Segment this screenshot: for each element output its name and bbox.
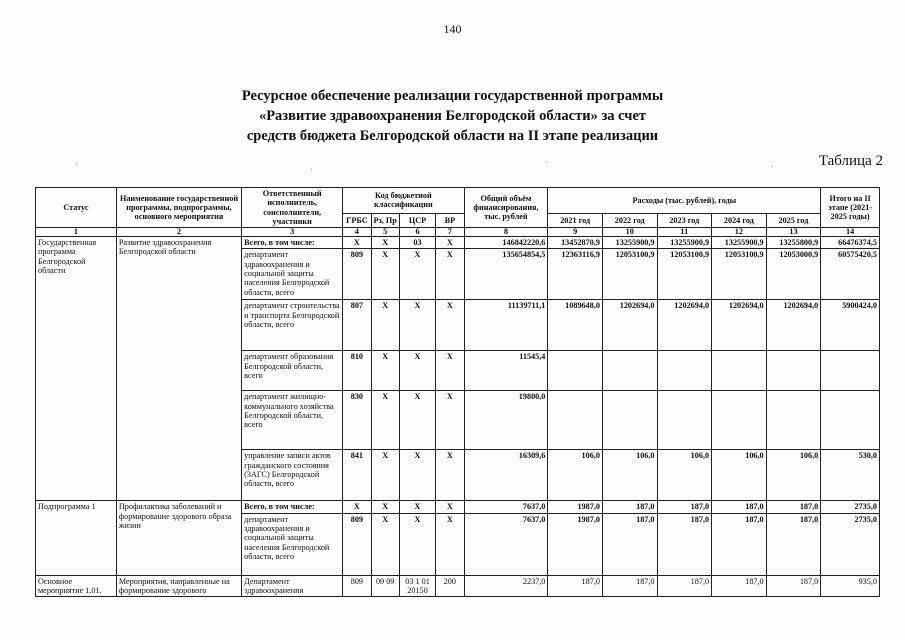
year-2023-cell: 106,0 [657, 450, 712, 501]
scan-speck: · [545, 158, 549, 169]
rzpr-cell: Х [371, 501, 399, 513]
csr-cell: Х [399, 300, 435, 351]
column-number: 3 [242, 228, 343, 237]
header-name: Наименование государственной программы, подпрограммы, основного мероприятия [116, 188, 241, 228]
total-cell: 11139711,1 [464, 300, 548, 351]
vr-cell: Х [436, 237, 464, 249]
rzpr-cell: Х [371, 513, 399, 575]
vr-cell: Х [436, 391, 464, 450]
year-2021-cell: 13452870,9 [548, 237, 603, 249]
header-stage-total: Итого на II этапе (2021-2025 годы) [821, 188, 880, 228]
year-2021-cell: 1089648,0 [548, 300, 603, 351]
year-2022-cell: 12053100,9 [602, 249, 657, 300]
resource-table [35, 187, 880, 597]
column-number: 7 [436, 228, 464, 237]
header-total: Общий объём финансирования, тыс. рублей [464, 188, 548, 228]
year-2024-cell: 13255900,9 [712, 237, 767, 249]
year-2024-cell: 187,0 [712, 513, 767, 575]
header-status: Статус [36, 188, 117, 228]
grbs-cell: 809 [343, 513, 371, 575]
header-rzpr: Рз, Пр [371, 213, 399, 228]
header-year: 2025 год [766, 213, 821, 228]
total-cell: 16309,6 [464, 450, 548, 501]
executor-cell: департамент здравоохранения и социальной защиты населения Белгородской области, всего [242, 513, 343, 575]
year-2021-cell: 106,0 [548, 450, 603, 501]
document-title [150, 86, 755, 146]
header-row [36, 188, 880, 214]
year-2022-cell: 187,0 [602, 575, 657, 597]
year-2024-cell: 12053100,9 [712, 249, 767, 300]
year-2022-cell [602, 391, 657, 450]
status-cell: Подпрограмма 1 [36, 501, 117, 575]
header-executor: Ответственный исполнитель, соисполнители, участники [242, 188, 343, 228]
year-2024-cell: 187,0 [712, 575, 767, 597]
year-2024-cell [712, 391, 767, 450]
grbs-cell: Х [343, 237, 371, 249]
year-2021-cell: 187,0 [548, 575, 603, 597]
year-2024-cell: 106,0 [712, 450, 767, 501]
year-2022-cell: 106,0 [602, 450, 657, 501]
total-cell: 146842220,6 [464, 237, 548, 249]
year-2023-cell: 187,0 [657, 513, 712, 575]
vr-cell: 200 [436, 575, 464, 597]
vr-cell: Х [436, 501, 464, 513]
column-number: 5 [371, 228, 399, 237]
year-2023-cell: 1202694,0 [657, 300, 712, 351]
column-number: 6 [399, 228, 435, 237]
rzpr-cell: Х [371, 237, 399, 249]
rzpr-cell: Х [371, 351, 399, 391]
column-number: 2 [116, 228, 241, 237]
csr-cell: Х [399, 501, 435, 513]
grbs-cell: 807 [343, 300, 371, 351]
grbs-cell: 809 [343, 575, 371, 597]
rzpr-cell: 09 09 [371, 575, 399, 597]
year-2025-cell: 13255800,9 [766, 237, 821, 249]
column-number-row [36, 228, 880, 237]
vr-cell: Х [436, 513, 464, 575]
column-number: 11 [657, 228, 712, 237]
stage-total-cell [821, 351, 880, 391]
stage-total-cell: 935,0 [821, 575, 880, 597]
year-2023-cell: 13255900,9 [657, 237, 712, 249]
column-number: 13 [766, 228, 821, 237]
year-2024-cell [712, 351, 767, 391]
status-cell: Государственная программа Белгородской области [36, 237, 117, 501]
grbs-cell: 830 [343, 391, 371, 450]
year-2024-cell: 1202694,0 [712, 300, 767, 351]
column-number: 12 [712, 228, 767, 237]
vr-cell: Х [436, 450, 464, 501]
stage-total-cell: 530,0 [821, 450, 880, 501]
name-cell: Мероприятия, направленные на формирование здорового [116, 575, 241, 597]
column-number: 14 [821, 228, 880, 237]
year-2023-cell [657, 351, 712, 391]
executor-cell: департамент здравоохранения и социальной защиты населения Белгородской области, всего [242, 249, 343, 300]
grbs-cell: 841 [343, 450, 371, 501]
rzpr-cell: Х [371, 391, 399, 450]
year-2025-cell: 12053000,9 [766, 249, 821, 300]
column-number: 10 [602, 228, 657, 237]
scan-speck: · [770, 162, 774, 173]
year-2025-cell [766, 391, 821, 450]
year-2021-cell [548, 351, 603, 391]
year-2024-cell: 187,0 [712, 501, 767, 513]
year-2025-cell: 187,0 [766, 513, 821, 575]
header-csr: ЦСР [399, 213, 435, 228]
title-line: «Развитие здравоохранения Белгородской области» за счет [258, 108, 647, 124]
rzpr-cell: Х [371, 249, 399, 300]
table-label: Таблица 2 [818, 153, 883, 169]
executor-cell: управление записи актов гражданского состояния (ЗАГС) Белгородской области, всего [242, 450, 343, 501]
year-2021-cell: 1987,0 [548, 501, 603, 513]
name-cell: Профилактика заболеваний и формирование здорового образа жизни [116, 501, 241, 575]
year-2023-cell: 187,0 [657, 501, 712, 513]
executor-cell: Департамент здравоохранения [242, 575, 343, 597]
year-2022-cell: 1202694,0 [602, 300, 657, 351]
column-number: 4 [343, 228, 371, 237]
total-cell: 135654854,5 [464, 249, 548, 300]
year-2023-cell [657, 391, 712, 450]
executor-cell: департамент образования Белгородской области, всего [242, 351, 343, 391]
year-2025-cell: 187,0 [766, 501, 821, 513]
year-2025-cell: 106,0 [766, 450, 821, 501]
grbs-cell: 809 [343, 249, 371, 300]
year-2022-cell [602, 351, 657, 391]
csr-cell: Х [399, 450, 435, 501]
vr-cell: Х [436, 351, 464, 391]
rzpr-cell: Х [371, 450, 399, 501]
year-2021-cell: 1987,0 [548, 513, 603, 575]
grbs-cell: 810 [343, 351, 371, 391]
year-2023-cell: 187,0 [657, 575, 712, 597]
table-body [36, 237, 880, 597]
header-year: 2023 год [657, 213, 712, 228]
column-number: 1 [36, 228, 117, 237]
year-2021-cell [548, 391, 603, 450]
executor-cell: департамент строительства и транспорта Белгородской области, всего [242, 300, 343, 351]
stage-total-cell: 66476374,5 [821, 237, 880, 249]
title-line: Ресурсное обеспечение реализации государственной программы [241, 88, 664, 104]
stage-total-cell [821, 391, 880, 450]
header-year: 2021 год [548, 213, 603, 228]
stage-total-cell: 60575420,5 [821, 249, 880, 300]
header-vr: ВР [436, 213, 464, 228]
column-number: 8 [464, 228, 548, 237]
rzpr-cell: Х [371, 300, 399, 351]
year-2025-cell [766, 351, 821, 391]
header-year: 2024 год [712, 213, 767, 228]
scan-speck: · [310, 165, 314, 176]
scan-speck: · [75, 160, 79, 171]
vr-cell: Х [436, 249, 464, 300]
status-cell: Основное мероприятие 1.01. [36, 575, 117, 597]
year-2021-cell: 12363116,9 [548, 249, 603, 300]
table-row [36, 501, 880, 513]
year-2025-cell: 187,0 [766, 575, 821, 597]
total-cell: 11545,4 [464, 351, 548, 391]
header-budget-code: Код бюджетной классификации [343, 188, 464, 214]
table-row [36, 237, 880, 249]
column-number: 9 [548, 228, 603, 237]
stage-total-cell: 2735,0 [821, 513, 880, 575]
year-2022-cell: 187,0 [602, 513, 657, 575]
stage-total-cell: 5900424,0 [821, 300, 880, 351]
csr-cell: 03 1 01 20150 [399, 575, 435, 597]
total-cell: 19800,0 [464, 391, 548, 450]
page-number: 140 [443, 22, 462, 36]
csr-cell: Х [399, 249, 435, 300]
stage-total-cell: 2735,0 [821, 501, 880, 513]
year-2025-cell: 1202694,0 [766, 300, 821, 351]
name-cell: Развитие здравоохранения Белгородской области [116, 237, 241, 501]
title-line: средств бюджета Белгородской области на II этапе реализации [246, 128, 659, 144]
year-2022-cell: 13255900,9 [602, 237, 657, 249]
csr-cell: Х [399, 513, 435, 575]
csr-cell: 03 [399, 237, 435, 249]
total-cell: 2237,0 [464, 575, 548, 597]
header-year: 2022 год [602, 213, 657, 228]
csr-cell: Х [399, 351, 435, 391]
executor-cell: департамент жилищно-коммунального хозяйства Белгородской области, всего [242, 391, 343, 450]
grbs-cell: Х [343, 501, 371, 513]
total-cell: 7637,0 [464, 513, 548, 575]
vr-cell: Х [436, 300, 464, 351]
year-2022-cell: 187,0 [602, 501, 657, 513]
csr-cell: Х [399, 391, 435, 450]
header-grbs: ГРБС [343, 213, 371, 228]
header-expenses: Расходы (тыс. рублей), годы [548, 188, 821, 214]
executor-cell: Всего, в том числе: [242, 501, 343, 513]
year-2023-cell: 12053100,9 [657, 249, 712, 300]
table-row [36, 575, 880, 597]
executor-cell: Всего, в том числе: [242, 237, 343, 249]
total-cell: 7637,0 [464, 501, 548, 513]
